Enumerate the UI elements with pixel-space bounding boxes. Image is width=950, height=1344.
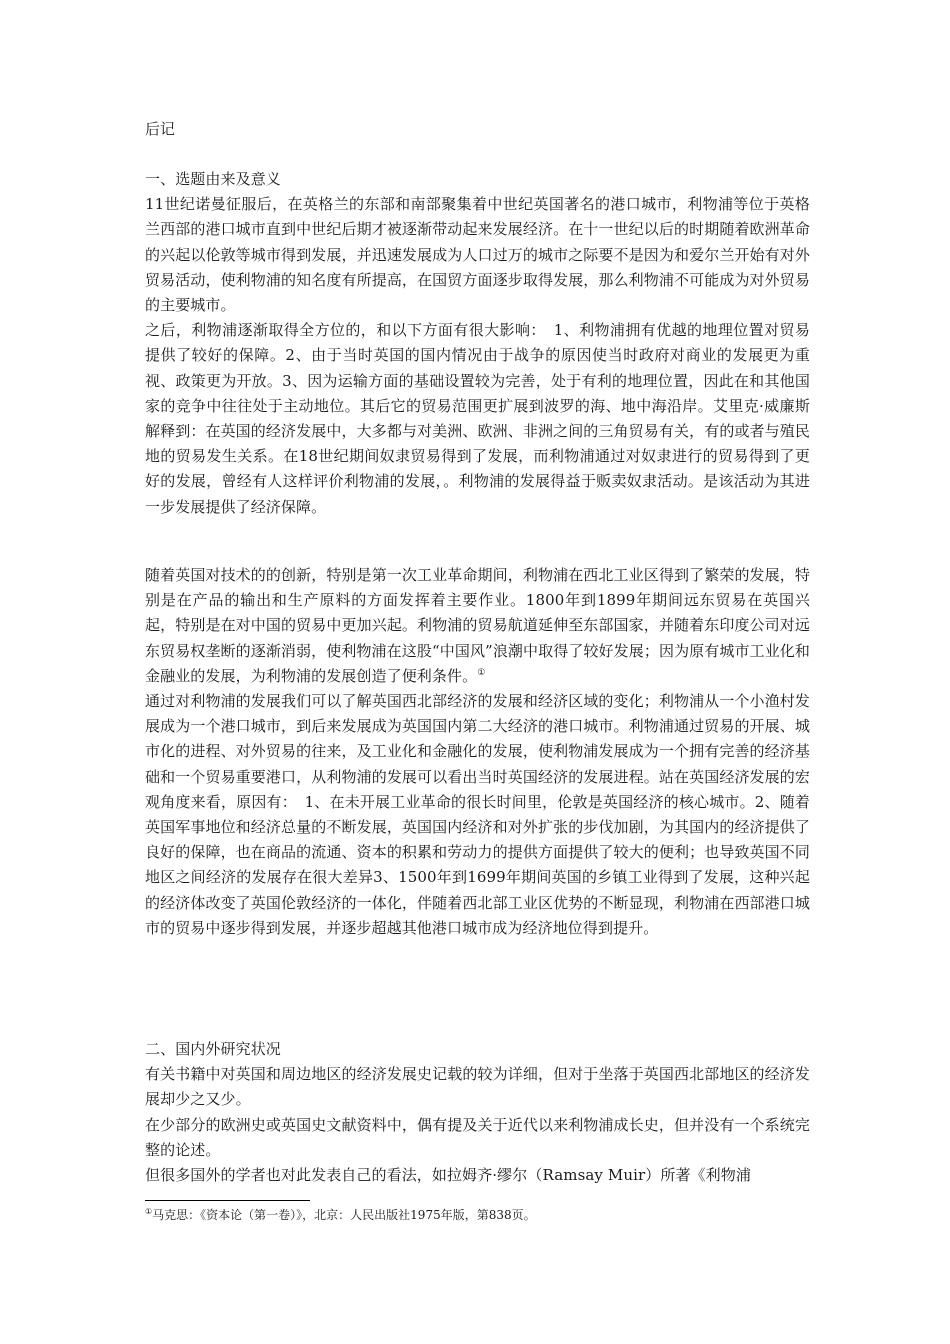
section-1 <box>145 167 810 520</box>
section-2-heading: 二、国内外研究状况 <box>145 1040 281 1058</box>
footnote-separator <box>145 1200 310 1201</box>
section-2-paragraph-2: 在少部分的欧洲史或英国史文献资料中，偶有提及关于近代以来利物浦成长史，但并没有一个系统完整的论述。 <box>145 1115 810 1159</box>
section-2 <box>145 1037 810 1188</box>
footnote <box>145 1206 810 1224</box>
section-1-paragraph-1: 11世纪诺曼征服后，在英格兰的东部和南部聚集着中世纪英国著名的港口城市，利物浦等位于英格兰西部的港口城市直到中世纪后期才被逐渐带动起来发展经济。在十一世纪以后的时期随着欧洲革命的兴起以伦敦等城市得到发展，并迅速发展成为人口过万的城市之际要不是因为和爱尔兰开始有对外贸易活动，使利物浦的知名度有所提高，在国贸方面逐步取得发展，那么利物浦不可能成为对外贸易的主要城市。 <box>145 195 810 315</box>
footnote-mark: ① <box>145 1207 153 1216</box>
section-1-paragraph-4: 通过对利物浦的发展我们可以了解英国西北部经济的发展和经济区域的变化；利物浦从一个小渔村发展成为一个港口城市，到后来发展成为英国国内第二大经济的港口城市。利物浦通过贸易的开展、城市化的进程、对外贸易的往来，及工业化和金融化的发展，使利物浦发展成为一个拥有完善的经济基础和一个贸易重要港口，从利物浦的发展可以看出当时英国经济的发展进程。站在英国经济发展的宏观角度来看，原因有： 1、在未开展工业革命的很长时间里，伦敦是英国经济的核心城市。2、随着英国军事地位和经济总量的不断发展，英国国内经济和对外扩张的步伐加剧，为其国内的经济提供了良好的保障，也在商品的流通、资本的积累和劳动力的提供方面提供了较大的便利；也导致英国不同地区之间经济的发展存在很大差异3、1500年到1699年期间英国的乡镇工业得到了发展，这种兴起的经济体改变了英国伦敦经济的一体化，伴随着西北部工业区优势的不断显现，利物浦在西部港口城市的贸易中逐步得到发展，并逐步超越其他港口城市成为经济地位得到提升。 <box>145 692 810 937</box>
section-2-paragraph-3: 但很多国外的学者也对此发表自己的看法，如拉姆齐·缪尔（Ramsay Muir）所著《利物浦 <box>145 1166 751 1185</box>
section-1-continued <box>145 563 810 941</box>
section-1-heading: 一、选题由来及意义 <box>145 170 281 188</box>
footnote-text: 马克思：《资本论（第一卷）》，北京：人民出版社1975年版，第838页。 <box>152 1208 536 1222</box>
footnote-reference-mark: ① <box>477 667 486 678</box>
section-2-paragraph-1: 有关书籍中对英国和周边地区的经济发展史记载的较为详细，但对于坐落于英国西北部地区的经济发展却少之又少。 <box>145 1065 810 1109</box>
section-1-paragraph-2: 之后，利物浦逐渐取得全方位的，和以下方面有很大影响： 1、利物浦拥有优越的地理位置对贸易提供了较好的保障。2、由于当时英国的国内情况由于战争的原因使当时政府对商业的发展更为重视、政策更为开放。3、因为运输方面的基础设置较为完善，处于有利的地理位置，因此在和其他国家的竞争中往往处于主动地位。其后它的贸易范围更扩展到波罗的海、地中海沿岸。艾里克·威廉斯解释到：在英国的经济发展中，大多都与对美洲、欧洲、非洲之间的三角贸易有关，有的或者与殖民地的贸易发生关系。在18世纪期间奴隶贸易得到了发展，而利物浦通过对奴隶进行的贸易得到了更好的发展，曾经有人这样评价利物浦的发展，。利物浦的发展得益于贩卖奴隶活动。是该活动为其进一步发展提供了经济保障。 <box>145 321 810 516</box>
section-1-paragraph-3-text: 随着英国对技术的的创新，特别是第一次工业革命期间，利物浦在西北工业区得到了繁荣的发展，特别是在产品的输出和生产原料的方面发挥着主要作业。1800年到1899年期间远东贸易在英国兴起，特别是在对中国的贸易中更加兴起。利物浦的贸易航道延伸至东部国家，并随着东印度公司对远东贸易权垄断的逐渐消弱，使利物浦在这股“中国风”浪潮中取得了较好发展；因为原有城市工业化和金融业的发展，为利物浦的发展创造了便利条件。 <box>145 566 810 685</box>
section-1-paragraph-3 <box>145 563 810 689</box>
page-title: 后记 <box>145 120 176 138</box>
